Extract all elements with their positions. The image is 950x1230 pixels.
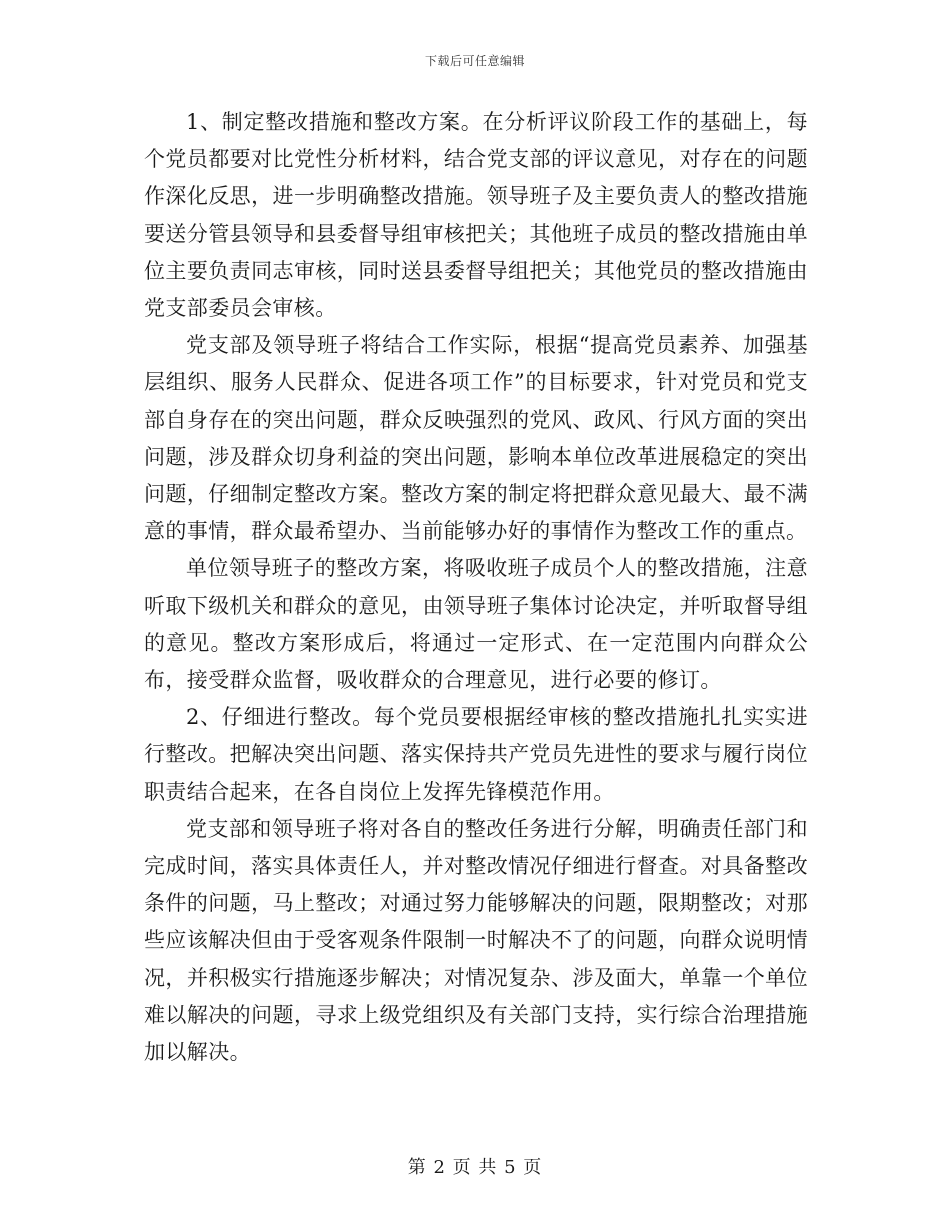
paragraph-4: 2、仔细进行整改。每个党员要根据经审核的整改措施扎扎实实进行整改。把解决突出问题、落实保持共产党员先进性的要求与履行岗位职责结合起来，在各自岗位上发挥先锋模范作用。 bbox=[144, 705, 808, 804]
paragraph-1: 1、制定整改措施和整改方案。在分析评议阶段工作的基础上，每个党员都要对比党性分析材料，结合党支部的评议意见，对存在的问题作深化反思，进一步明确整改措施。领导班子及主要负责人的整改措施要送分管县领导和县委督导组审核把关；其他班子成员的整改措施由单位主要负责同志审核，同时送县委督导组把关；其他党员的整改措施由党支部委员会审核。 bbox=[144, 110, 808, 321]
document-body bbox=[144, 104, 808, 1071]
paragraph-2: 党支部及领导班子将结合工作实际，根据“提高党员素养、加强基层组织、服务人民群众、促进各项工作”的目标要求，针对党员和党支部自身存在的突出问题，群众反映强烈的党风、政风、行风方面的突出问题，涉及群众切身利益的突出问题，影响本单位改革进展稳定的突出问题，仔细制定整改方案。整改方案的制定将把群众意见最大、最不满意的事情，群众最希望办、当前能够办好的事情作为整改工作的重点。 bbox=[144, 333, 808, 544]
paragraph-3: 单位领导班子的整改方案，将吸收班子成员个人的整改措施，注意听取下级机关和群众的意见，由领导班子集体讨论决定，并听取督导组的意见。整改方案形成后，将通过一定形式、在一定范围内向群众公布，接受群众监督，吸收群众的合理意见，进行必要的修订。 bbox=[144, 556, 808, 693]
paragraph-5: 党支部和领导班子将对各自的整改任务进行分解，明确责任部门和完成时间，落实具体责任人，并对整改情况仔细进行督查。对具备整改条件的问题，马上整改；对通过努力能够解决的问题，限期整改；对那些应该解决但由于受客观条件限制一时解决不了的问题，向群众说明情况，并积极实行措施逐步解决；对情况复杂、涉及面大，单靠一个单位难以解决的问题，寻求上级党组织及有关部门支持，实行综合治理措施加以解决。 bbox=[144, 816, 808, 1065]
page-footer-page-number: 第 2 页 共 5 页 bbox=[407, 1157, 543, 1178]
page-header: 下载后可任意编辑 bbox=[424, 54, 525, 68]
